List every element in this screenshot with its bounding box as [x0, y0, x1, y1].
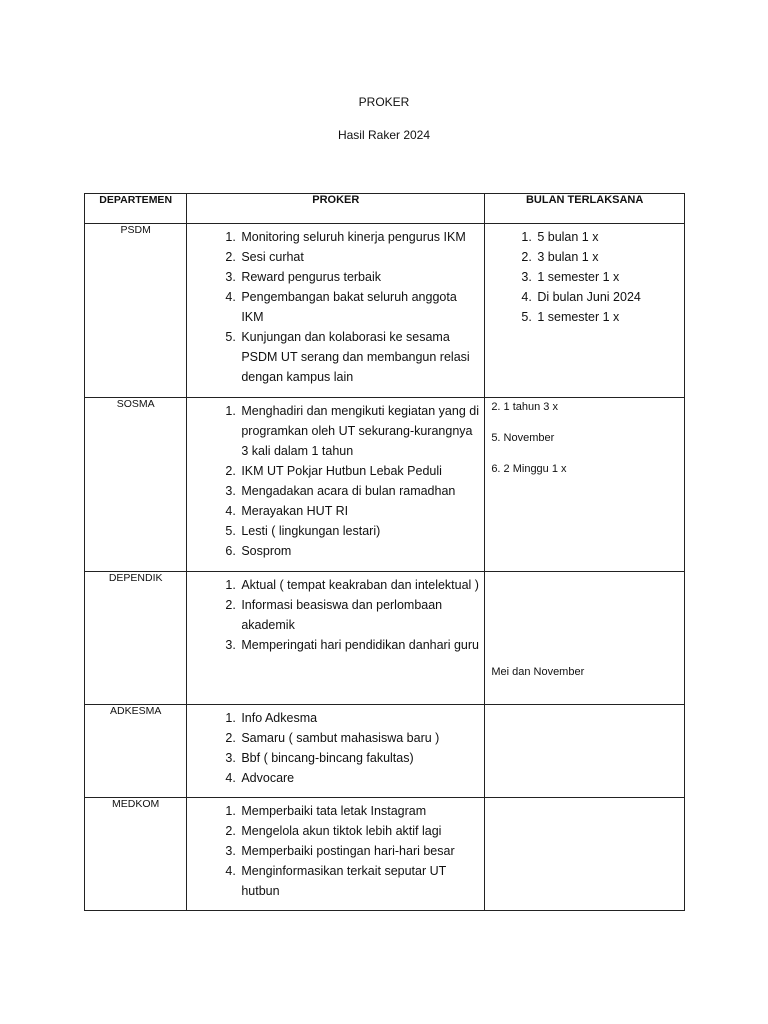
list-item: 3. Bbf ( bincang-bincang fakultas)	[239, 748, 480, 768]
table-row	[85, 398, 685, 572]
list-item: 4. Menginformasikan terkait seputar UT hutbun	[239, 861, 480, 901]
list-item: 1. Memperbaiki tata letak Instagram	[239, 801, 480, 821]
proker-cell	[187, 398, 485, 572]
list-item: 3. Reward pengurus terbaik	[239, 267, 480, 287]
list-item: 5. 1 semester 1 x	[535, 307, 680, 327]
list-item: 3. Memperbaiki postingan hari-hari besar	[239, 841, 480, 861]
list-item: 2. Samaru ( sambut mahasiswa baru )	[239, 728, 480, 748]
dept-cell: SOSMA	[85, 398, 187, 572]
list-item: 2. Informasi beasiswa dan perlombaan akademik	[239, 595, 480, 635]
bulan-note: 5. November	[491, 432, 555, 444]
bulan-cell	[485, 798, 685, 911]
list-item: 5. Lesti ( lingkungan lestari)	[239, 521, 480, 541]
header-departemen: DEPARTEMEN	[85, 194, 187, 224]
list-item: 4. Advocare	[239, 768, 480, 788]
list-item: 2. Sesi curhat	[239, 247, 480, 267]
proker-list	[187, 705, 484, 794]
proker-list	[187, 398, 484, 567]
bulan-cell	[485, 705, 685, 798]
bulan-cell	[485, 224, 685, 398]
proker-list	[187, 572, 484, 661]
bulan-note: Mei dan November	[491, 666, 585, 678]
list-item: 2. Mengelola akun tiktok lebih aktif lagi	[239, 821, 480, 841]
document-subtitle: Hasil Raker 2024	[337, 128, 431, 142]
table-row	[85, 705, 685, 798]
list-item: 4. Di bulan Juni 2024	[535, 287, 680, 307]
list-item: 1. 5 bulan 1 x	[535, 227, 680, 247]
bulan-cell	[485, 572, 685, 705]
dept-cell: ADKESMA	[85, 705, 187, 798]
list-item: 2. IKM UT Pokjar Hutbun Lebak Peduli	[239, 461, 480, 481]
document-title: PROKER	[358, 95, 410, 109]
proker-cell	[187, 705, 485, 798]
proker-table	[84, 193, 685, 911]
header-bulan: BULAN TERLAKSANA	[485, 194, 685, 224]
dept-cell: MEDKOM	[85, 798, 187, 911]
header-proker: PROKER	[187, 194, 485, 224]
list-item: 5. Kunjungan dan kolaborasi ke sesama PSDM UT serang dan membangun relasi dengan kampus lain	[239, 327, 480, 387]
list-item: 4. Merayakan HUT RI	[239, 501, 480, 521]
proker-cell	[187, 572, 485, 705]
bulan-note: 2. 1 tahun 3 x	[491, 401, 558, 413]
bulan-note: 6. 2 Minggu 1 x	[491, 463, 567, 475]
list-item: 3. 1 semester 1 x	[535, 267, 680, 287]
proker-cell	[187, 224, 485, 398]
list-item: 1. Aktual ( tempat keakraban dan intelektual )	[239, 575, 480, 595]
list-item: 1. Info Adkesma	[239, 708, 480, 728]
bulan-cell	[485, 398, 685, 572]
list-item: 3. Memperingati hari pendidikan danhari guru	[239, 635, 480, 655]
list-item: 6. Sosprom	[239, 541, 480, 561]
dept-cell: DEPENDIK	[85, 572, 187, 705]
table-row	[85, 572, 685, 705]
dept-cell: PSDM	[85, 224, 187, 398]
list-item: 1. Menghadiri dan mengikuti kegiatan yang di programkan oleh UT sekurang-kurangnya 3 kali dalam 1 tahun	[239, 401, 480, 461]
list-item: 3. Mengadakan acara di bulan ramadhan	[239, 481, 480, 501]
header-row	[85, 194, 685, 224]
list-item: 2. 3 bulan 1 x	[535, 247, 680, 267]
proker-cell	[187, 798, 485, 911]
table-row	[85, 798, 685, 911]
table-row	[85, 224, 685, 398]
list-item: 4. Pengembangan bakat seluruh anggota IKM	[239, 287, 480, 327]
list-item: 1. Monitoring seluruh kinerja pengurus IKM	[239, 227, 480, 247]
bulan-list	[485, 224, 684, 333]
proker-list	[187, 224, 484, 393]
proker-list	[187, 798, 484, 907]
bulan-notes	[485, 398, 684, 495]
